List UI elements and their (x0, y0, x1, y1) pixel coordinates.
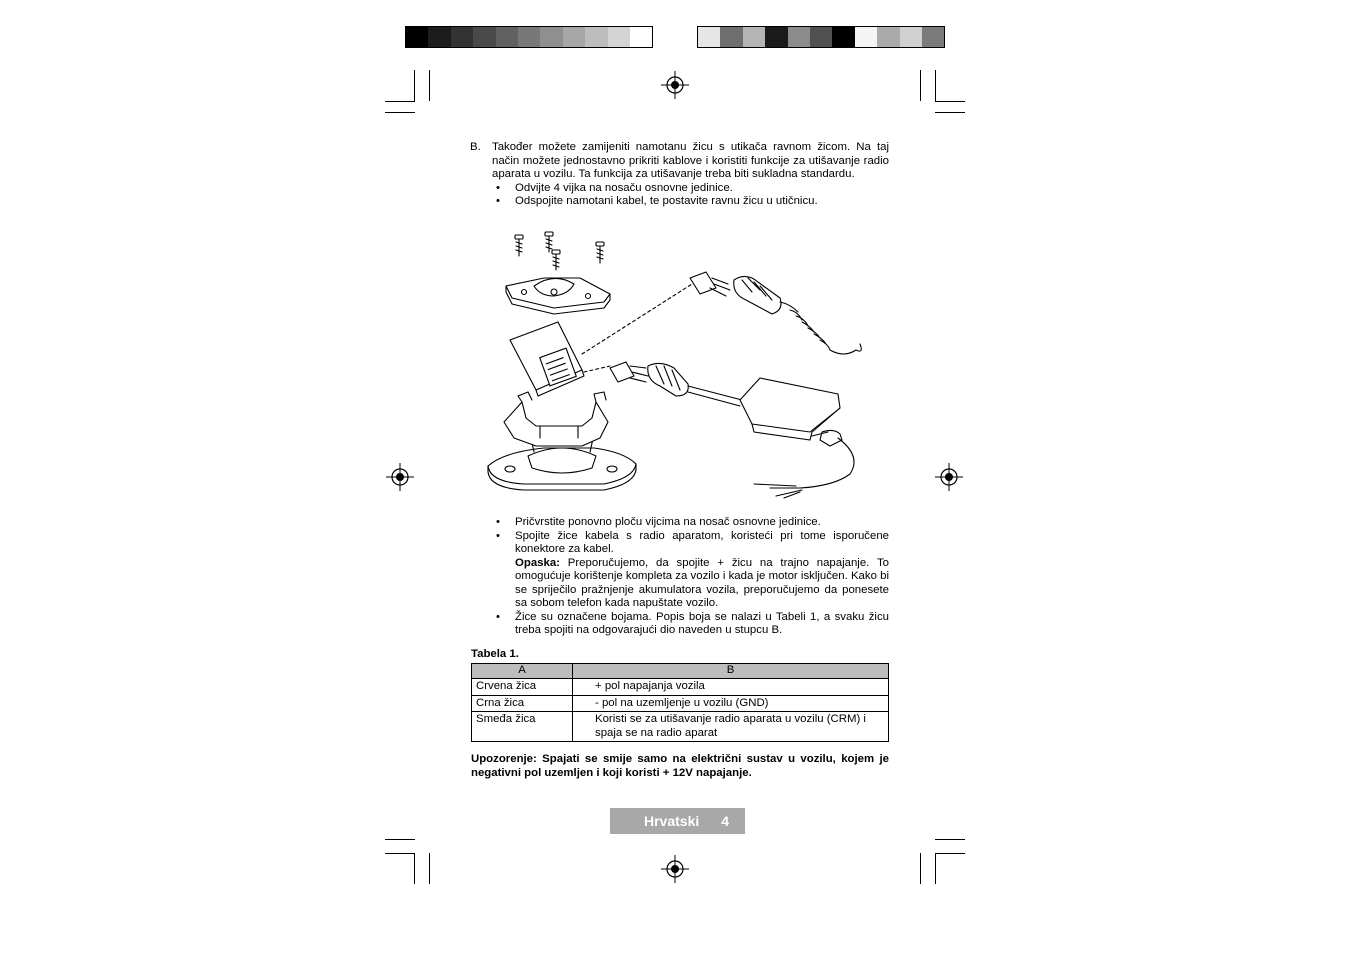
color-swatch (473, 27, 495, 47)
steps-list-1 (470, 182, 889, 209)
color-swatch (428, 27, 450, 47)
wire-color-table (471, 663, 889, 742)
screw-icon (596, 242, 604, 263)
color-swatch (788, 27, 810, 47)
column-header-a: A (472, 664, 573, 679)
paragraph-text: Također možete zamijeniti namotanu žicu s utikača ravnom žicom. Na taj način možete jednostavno prikriti kablove i koristiti funkcije za utišavanje radio aparata u vozilu. Ta funkcija za utišavanje treba biti sukladna standardu. (492, 141, 889, 180)
table-cell: - pol na uzemljenje u vozilu (GND) (573, 695, 889, 712)
color-swatch (563, 27, 585, 47)
registration-mark-icon (386, 463, 414, 491)
list-item: • Pričvrstite ponovno ploču vijcima na nosač osnovne jedinice. (492, 516, 889, 530)
color-swatch (922, 27, 944, 47)
registration-mark-icon (661, 71, 689, 99)
color-swatch (765, 27, 787, 47)
color-swatch (832, 27, 854, 47)
color-swatch (810, 27, 832, 47)
color-calibration-bar-right (697, 26, 945, 48)
note-text: Preporučujemo, da spojite + žicu na trajno napajanje. To omogućuje korištenje kompleta za vozilo i kada je motor isključen. Kako bi se spriječilo pražnjenje akumulatora vozila, preporučujemo da ponesete sa sobom telefon kada napuštate vozilo. (515, 556, 889, 609)
table-cell: Crna žica (472, 695, 573, 712)
color-swatch (698, 27, 720, 47)
instructions-section-b (470, 141, 889, 209)
table-title: Tabela 1. (471, 648, 519, 660)
table-cell: Smeđa žica (472, 712, 573, 742)
color-swatch (900, 27, 922, 47)
color-swatch (496, 27, 518, 47)
color-swatch (585, 27, 607, 47)
paragraph-letter: B. (470, 141, 481, 153)
table-cell: + pol napajanja vozila (573, 679, 889, 696)
list-item: • Žice su označene bojama. Popis boja se nalazi u Tabeli 1, a svaku žicu treba spojiti na odgovarajući dio naveden u stupcu B. (492, 611, 889, 638)
color-swatch (877, 27, 899, 47)
color-swatch (630, 27, 652, 47)
screw-icon (545, 232, 553, 252)
footer-language: Hrvatski (644, 813, 700, 829)
table-row (472, 712, 889, 742)
color-swatch (451, 27, 473, 47)
note-label: Opaska: (515, 556, 560, 569)
paragraph-b (470, 141, 889, 182)
steps-list-2 (470, 516, 889, 638)
color-swatch (608, 27, 630, 47)
color-swatch (406, 27, 428, 47)
color-swatch (743, 27, 765, 47)
table-header-row (472, 664, 889, 679)
list-item: • Odspojite namotani kabel, te postavite ravnu žicu u utičnicu. (492, 195, 889, 209)
screw-icon (515, 235, 523, 256)
registration-mark-icon (935, 463, 963, 491)
page-number: 4 (721, 813, 730, 829)
list-item: • Odvijte 4 vijka na nosaču osnovne jedinice. (492, 182, 889, 196)
warning-text: Upozorenje: Spajati se smije samo na električni sustav u vozilu, kojem je negativni pol uzemljen i koji koristi + 12V napajanje. (471, 753, 889, 779)
table-cell: Koristi se za utišavanje radio aparata u vozilu (CRM) i spaja se na radio aparat (573, 712, 889, 742)
footer-language-tab (610, 808, 745, 834)
screw-icon (552, 250, 560, 270)
registration-mark-icon (661, 855, 689, 883)
color-swatch (540, 27, 562, 47)
table-row (472, 695, 889, 712)
table-row (472, 679, 889, 696)
installation-illustration (484, 226, 890, 501)
list-item-text: Spojite žice kabela s radio aparatom, koristeći pri tome isporučene konektore za kabel. (515, 529, 889, 555)
column-header-b: B (573, 664, 889, 679)
color-swatch (855, 27, 877, 47)
list-item (492, 530, 889, 611)
table-cell: Crvena žica (472, 679, 573, 696)
color-swatch (518, 27, 540, 47)
color-swatch (720, 27, 742, 47)
color-calibration-bar-left (405, 26, 653, 48)
